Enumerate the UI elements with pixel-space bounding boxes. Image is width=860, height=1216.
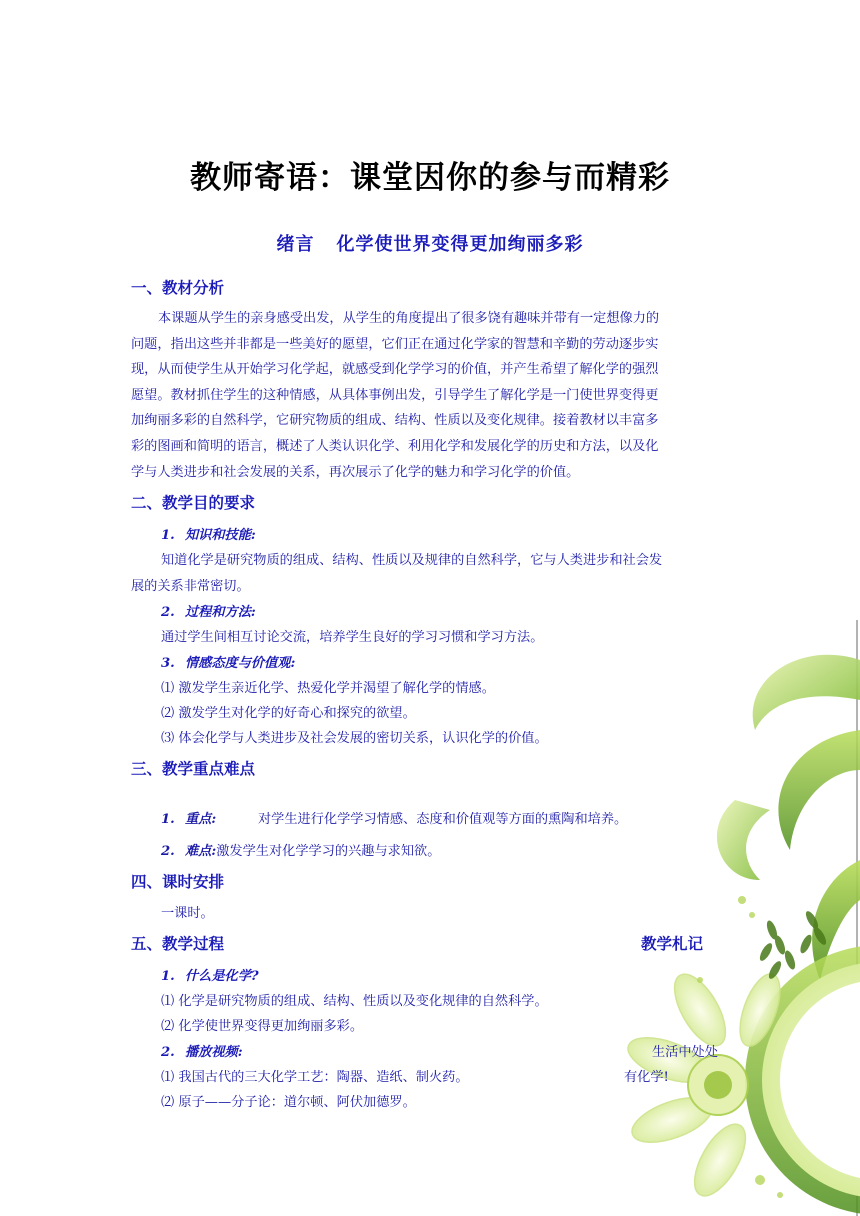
subheading-video: 2. 播放视频: [161, 1045, 243, 1060]
schedule-line: 一课时。 [161, 906, 214, 921]
video-item: ⑴ 我国古代的三大化学工艺：陶器、造纸、制火药。 [161, 1070, 469, 1085]
paragraph-line: 现，从而使学生从开始学习化学起，就感受到化学学习的价值，并产生希望了解化学的强烈 [131, 362, 659, 378]
subheading-process: 2. 过程和方法: [161, 605, 256, 620]
subheading-emotion: 3. 情感态度与价值观: [161, 656, 296, 671]
subtitle-part2: 化学使世界变得更加绚丽多彩 [336, 234, 584, 255]
paragraph-line: 问题，指出这些并非都是一些美好的愿望，它们正在通过化学家的智慧和辛勤的劳动逐步实 [131, 336, 659, 352]
chemistry-item: ⑴ 化学是研究物质的组成、结构、性质以及变化规律的自然科学。 [161, 994, 548, 1009]
knowledge-line-1: 知道化学是研究物质的组成、结构、性质以及规律的自然科学，它与人类进步和社会发 [161, 553, 663, 568]
video-item: ⑵ 原子——分子论：道尔顿、阿伏加德罗。 [161, 1095, 416, 1110]
chemistry-item: ⑵ 化学使世界变得更加绚丽多彩。 [161, 1019, 364, 1034]
paragraph-line: 彩的图画和简明的语言，概述了人类认识化学、利用化学和发展化学的历史和方法，以及化 [131, 438, 659, 454]
emotion-item: ⑵ 激发学生对化学的好奇心和探究的欲望。 [161, 706, 416, 721]
section-heading-analysis: 一、教材分析 [131, 278, 225, 297]
paragraph-line: 本课题从学生的亲身感受出发，从学生的角度提出了很多饶有趣味并带有一定想像力的 [158, 311, 660, 326]
page-title: 教师寄语：课堂因你的参与而精彩 [190, 160, 670, 196]
lesson-subtitle [0, 230, 860, 256]
paragraph-line: 学与人类进步和社会发展的关系，再次展示了化学的魅力和学习化学的价值。 [131, 464, 580, 480]
section-heading-keypoints: 三、教学重点难点 [131, 759, 256, 778]
subtitle-part1: 绪言 [276, 234, 315, 255]
process-line: 通过学生间相互讨论交流，培养学生良好的学习习惯和学习方法。 [161, 630, 544, 645]
emotion-item: ⑴ 激发学生亲近化学、热爱化学并渴望了解化学的情感。 [161, 681, 495, 696]
margin-note-line-1: 生活中处处 [652, 1045, 718, 1060]
subheading-knowledge: 1. 知识和技能: [161, 528, 256, 543]
paragraph-line: 愿望。教材抓住学生的这种情感，从具体事例出发，引导学生了解化学是一门使世界变得更 [131, 387, 659, 403]
difficulty-line: 2. 难点:激发学生对化学学习的兴趣与求知欲。 [161, 844, 441, 859]
margin-note-line-2: 有化学! [624, 1070, 669, 1085]
subheading-what-is-chemistry: 1. 什么是化学? [161, 969, 259, 984]
paragraph-line: 加绚丽多彩的自然科学，它研究物质的组成、结构、性质以及变化规律。接着教材以丰富多 [131, 413, 659, 429]
notes-heading: 教学札记 [641, 934, 704, 953]
knowledge-line-2: 展的关系非常密切。 [131, 579, 250, 594]
emotion-item: ⑶ 体会化学与人类进步及社会发展的密切关系，认识化学的价值。 [161, 731, 548, 746]
section-heading-schedule: 四、课时安排 [131, 872, 225, 891]
section-heading-process: 五、教学过程 [131, 934, 225, 953]
analysis-paragraph [131, 306, 732, 485]
section-heading-objectives: 二、教学目的要求 [131, 493, 256, 512]
key-point-line: 1. 重点: 对学生进行化学学习情感、态度和价值观等方面的熏陶和培养。 [161, 812, 628, 827]
